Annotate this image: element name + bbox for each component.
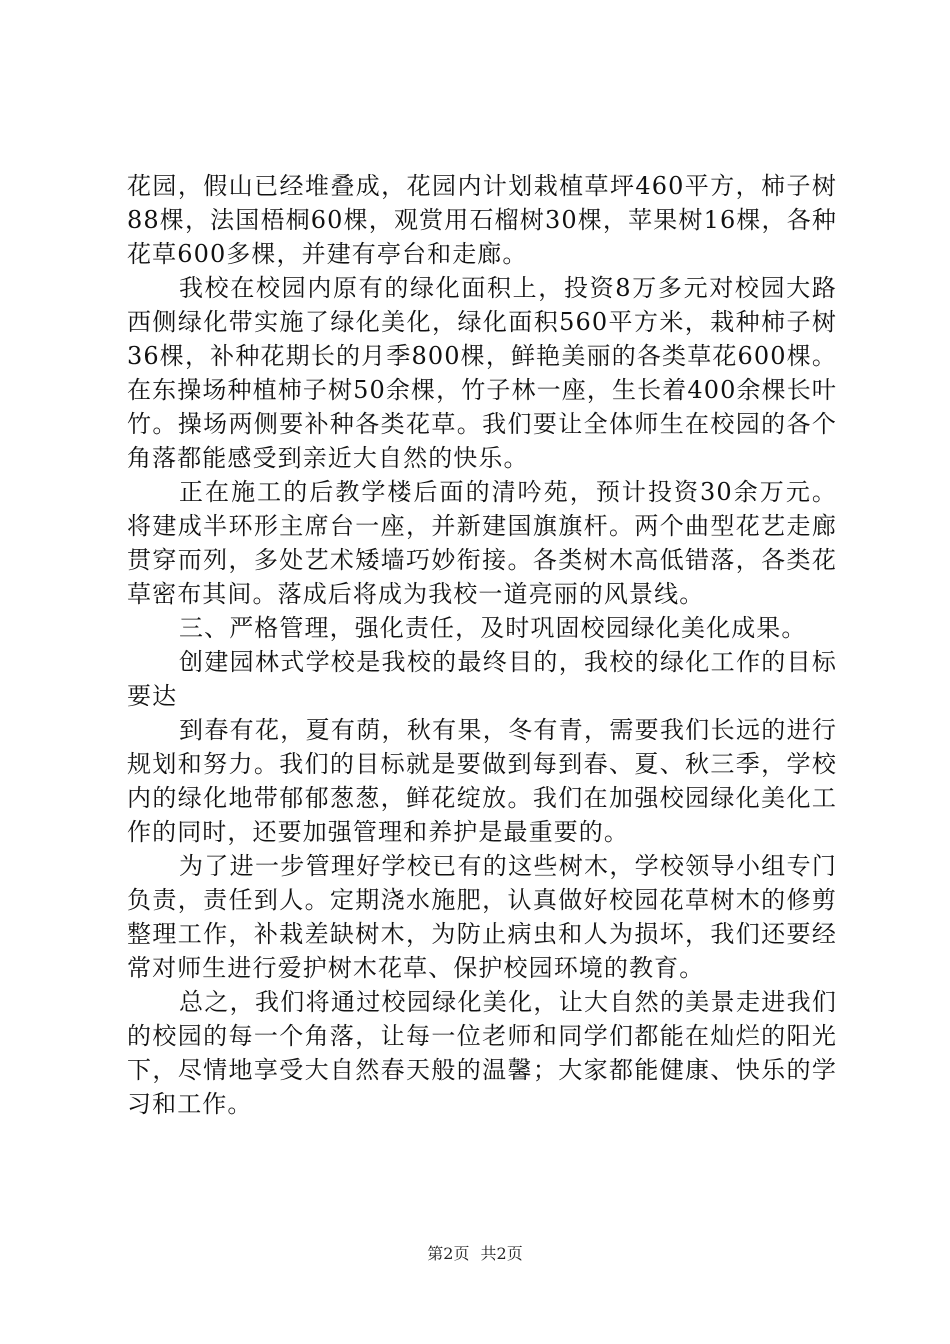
page-number: 第2页 <box>427 1244 470 1263</box>
paragraph-2: 我校在校园内原有的绿化面积上，投资8万多元对校园大路西侧绿化带实施了绿化美化，绿化面积560平方米，栽种柿子树36棵，补种花期长的月季800棵，鲜艳美丽的各类草花600棵。在东操场种植柿子树50余棵，竹子林一座，生长着400余棵长叶竹。操场两侧要补种各类花草。我们要让全体师生在校园的各个角落都能感受到亲近大自然的快乐。 <box>127 274 837 472</box>
paragraph-1: 花园，假山已经堆叠成，花园内计划栽植草坪460平方，柿子树88棵，法国梧桐60棵，观赏用石榴树30棵，苹果树16棵，各种花草600多棵，并建有亭台和走廊。 <box>127 172 837 268</box>
paragraph-7: 为了进一步管理好学校已有的这些树木，学校领导小组专门负责，责任到人。定期浇水施肥，认真做好校园花草树木的修剪整理工作，补栽差缺树木，为防止病虫和人为损坏，我们还要经常对师生进行爱护树木花草、保护校园环境的教育。 <box>127 852 837 982</box>
paragraph-3: 正在施工的后教学楼后面的清吟苑，预计投资30余万元。将建成半环形主席台一座，并新建国旗旗杆。两个曲型花艺走廊贯穿而列，多处艺术矮墙巧妙衔接。各类树木高低错落，各类花草密布其间。落成后将成为我校一道亮丽的风景线。 <box>127 478 837 608</box>
paragraph-6: 到春有花，夏有荫，秋有果，冬有青，需要我们长远的进行规划和努力。我们的目标就是要做到每到春、夏、秋三季，学校内的绿化地带郁郁葱葱，鲜花绽放。我们在加强校园绿化美化工作的同时，还要加强管理和养护是最重要的。 <box>127 716 837 846</box>
page-footer <box>0 1244 950 1264</box>
paragraph-8: 总之，我们将通过校园绿化美化，让大自然的美景走进我们的校园的每一个角落，让每一位老师和同学们都能在灿烂的阳光下，尽情地享受大自然春天般的温馨；大家都能健康、快乐的学习和工作。 <box>127 988 837 1118</box>
page-total: 共2页 <box>480 1244 523 1263</box>
section-heading-3: 三、严格管理，强化责任，及时巩固校园绿化美化成果。 <box>179 614 807 642</box>
document-body <box>127 169 837 1121</box>
paragraph-5: 创建园林式学校是我校的最终目的，我校的绿化工作的目标要达 <box>127 648 837 710</box>
